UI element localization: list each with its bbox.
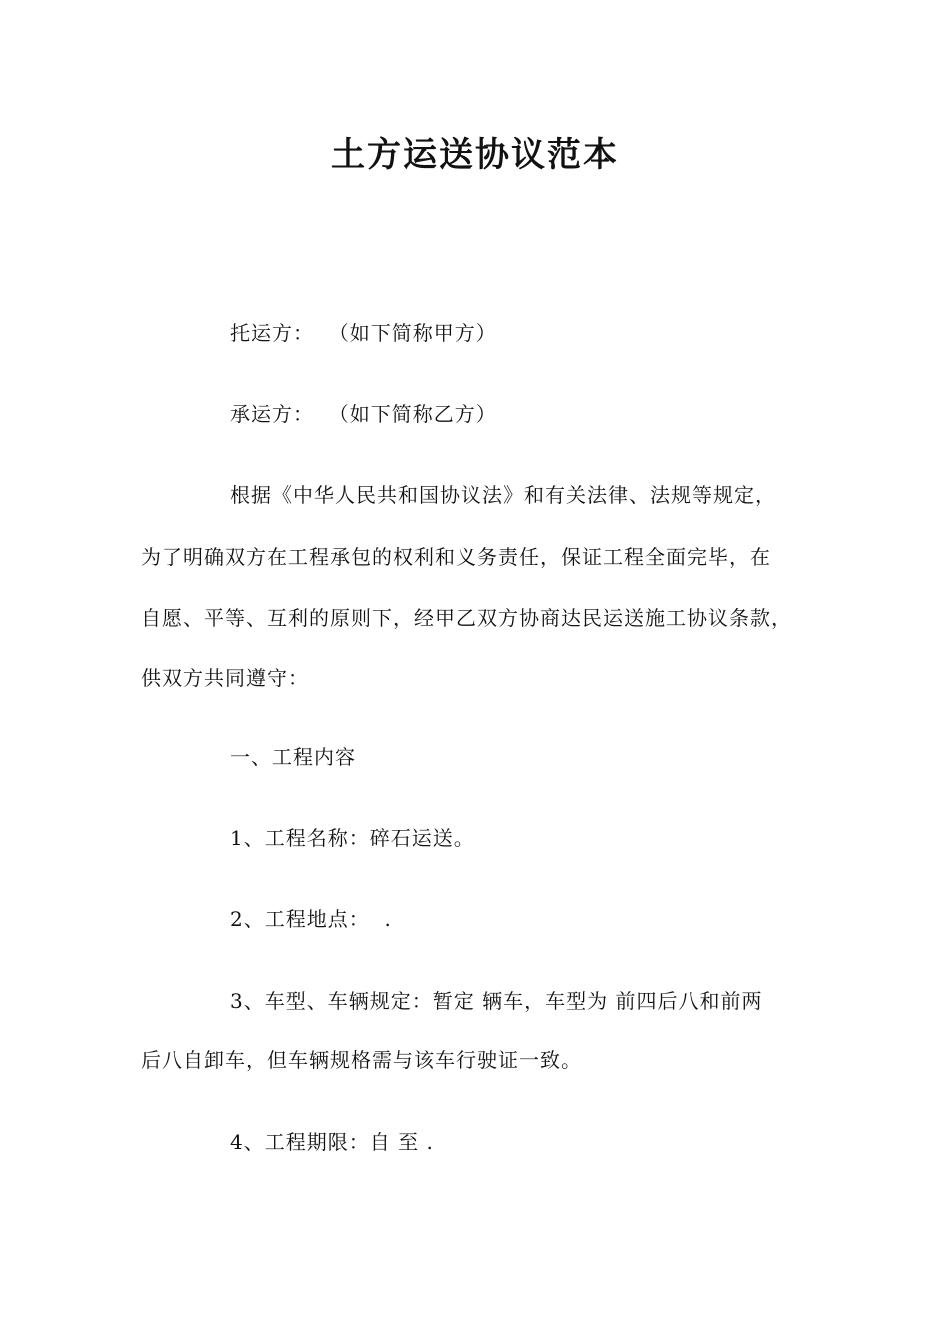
clause-3-line-1: 3、车型、车辆规定：暂定 辆车，车型为 前四后八和前两 [230,989,763,1013]
clause-1: 1、工程名称：碎石运送。 [230,826,475,850]
preamble-line-1: 根据《中华人民共和国协议法》和有关法律、法规等规定， [230,483,776,507]
consignor-line: 托运方： （如下简称甲方） [230,321,497,345]
carrier-line: 承运方： （如下简称乙方） [230,402,497,426]
clause-4: 4、工程期限：自 至 . [230,1130,434,1154]
clause-3-line-2: 后八自卸车，但车辆规格需与该车行驶证一致。 [141,1048,582,1072]
preamble-line-3: 自愿、平等、互利的原则下，经甲乙双方协商达民运送施工协议条款， [141,606,792,630]
preamble-line-4: 供双方共同遵守： [141,666,309,690]
section-heading: 一、工程内容 [230,745,356,769]
clause-2: 2、工程地点： . [230,907,392,931]
document-title: 土方运送协议范本 [331,135,619,175]
preamble-line-2: 为了明确双方在工程承包的权利和义务责任，保证工程全面完毕，在 [141,545,771,569]
